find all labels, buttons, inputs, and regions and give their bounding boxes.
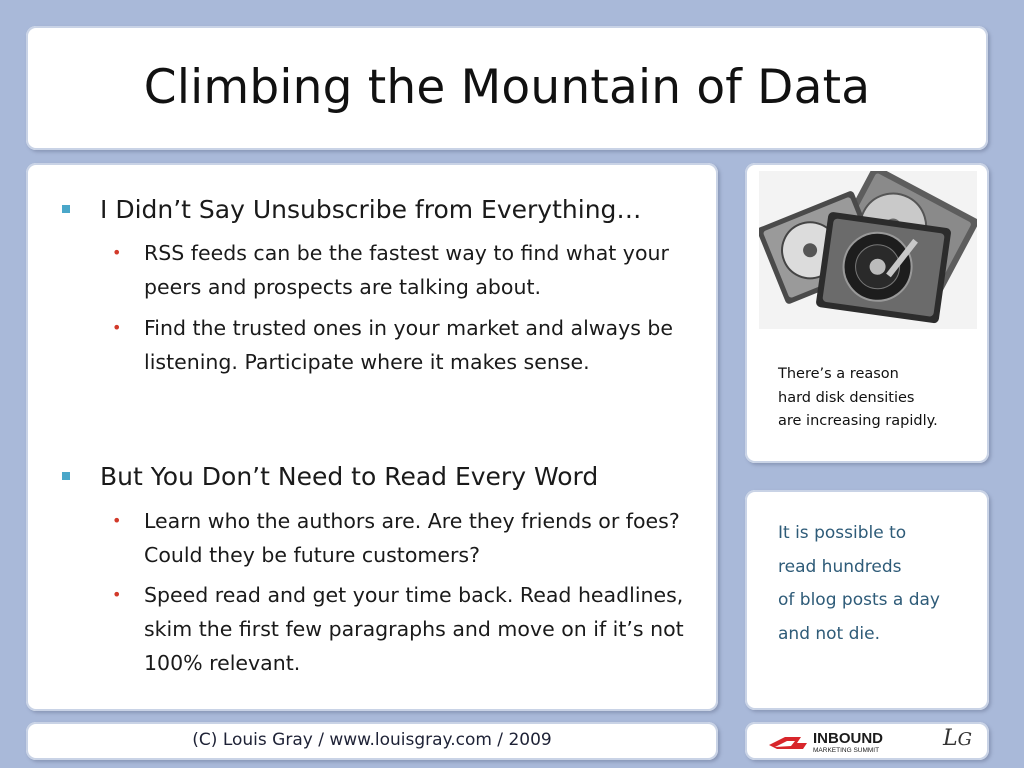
svg-text:INBOUND: INBOUND [813, 730, 883, 747]
bullet-text: I Didn’t Say Unsubscribe from Everything… [100, 195, 642, 224]
caption-line: are increasing rapidly. [778, 413, 938, 429]
sub-bullet-marker-icon: • [112, 511, 122, 530]
sub-bullet-text: Speed read and get your time back. Read headlines, skim the first few paragraphs and move on if it’s not 100% relevant. [144, 583, 684, 675]
footer-copyright: (C) Louis Gray / www.louisgray.com / 2009 [192, 730, 552, 750]
bullet-marker-icon [62, 472, 70, 480]
bullet-text: But You Don’t Need to Read Every Word [100, 462, 599, 491]
sub-bullet-marker-icon: • [112, 243, 122, 262]
content-panel [26, 163, 718, 711]
lg-logo-icon: LG [943, 726, 972, 751]
image-panel [745, 163, 989, 463]
hard-disk-photo [759, 171, 977, 329]
sub-bullet-marker-icon: • [112, 318, 122, 337]
caption-line: hard disk densities [778, 389, 915, 406]
note-line: of blog posts a day [778, 590, 940, 610]
footer-panel [26, 722, 718, 760]
note-panel [745, 490, 989, 710]
logo-panel [745, 722, 989, 760]
image-caption [778, 363, 938, 434]
sub-bullet-text: Find the trusted ones in your market and always be listening. Participate where it makes sense. [144, 316, 674, 374]
note-line: and not die. [778, 623, 881, 644]
bullet-marker-icon [62, 205, 70, 213]
note-line: read hundreds [778, 556, 902, 577]
caption-line: There’s a reason [778, 366, 899, 382]
inbound-logo-icon [767, 729, 917, 755]
title-panel [26, 26, 988, 150]
slide-title: Climbing the Mountain of Data [143, 60, 871, 115]
note-text [778, 517, 940, 651]
svg-text:MARKETING SUMMIT: MARKETING SUMMIT [813, 747, 880, 754]
sub-bullet-marker-icon: • [112, 585, 122, 604]
sub-bullet-text: RSS feeds can be the fastest way to find what your peers and prospects are talking about. [144, 241, 669, 299]
sub-bullet-text: Learn who the authors are. Are they friends or foes? Could they be future customers? [144, 509, 680, 567]
note-line: It is possible to [778, 523, 907, 543]
